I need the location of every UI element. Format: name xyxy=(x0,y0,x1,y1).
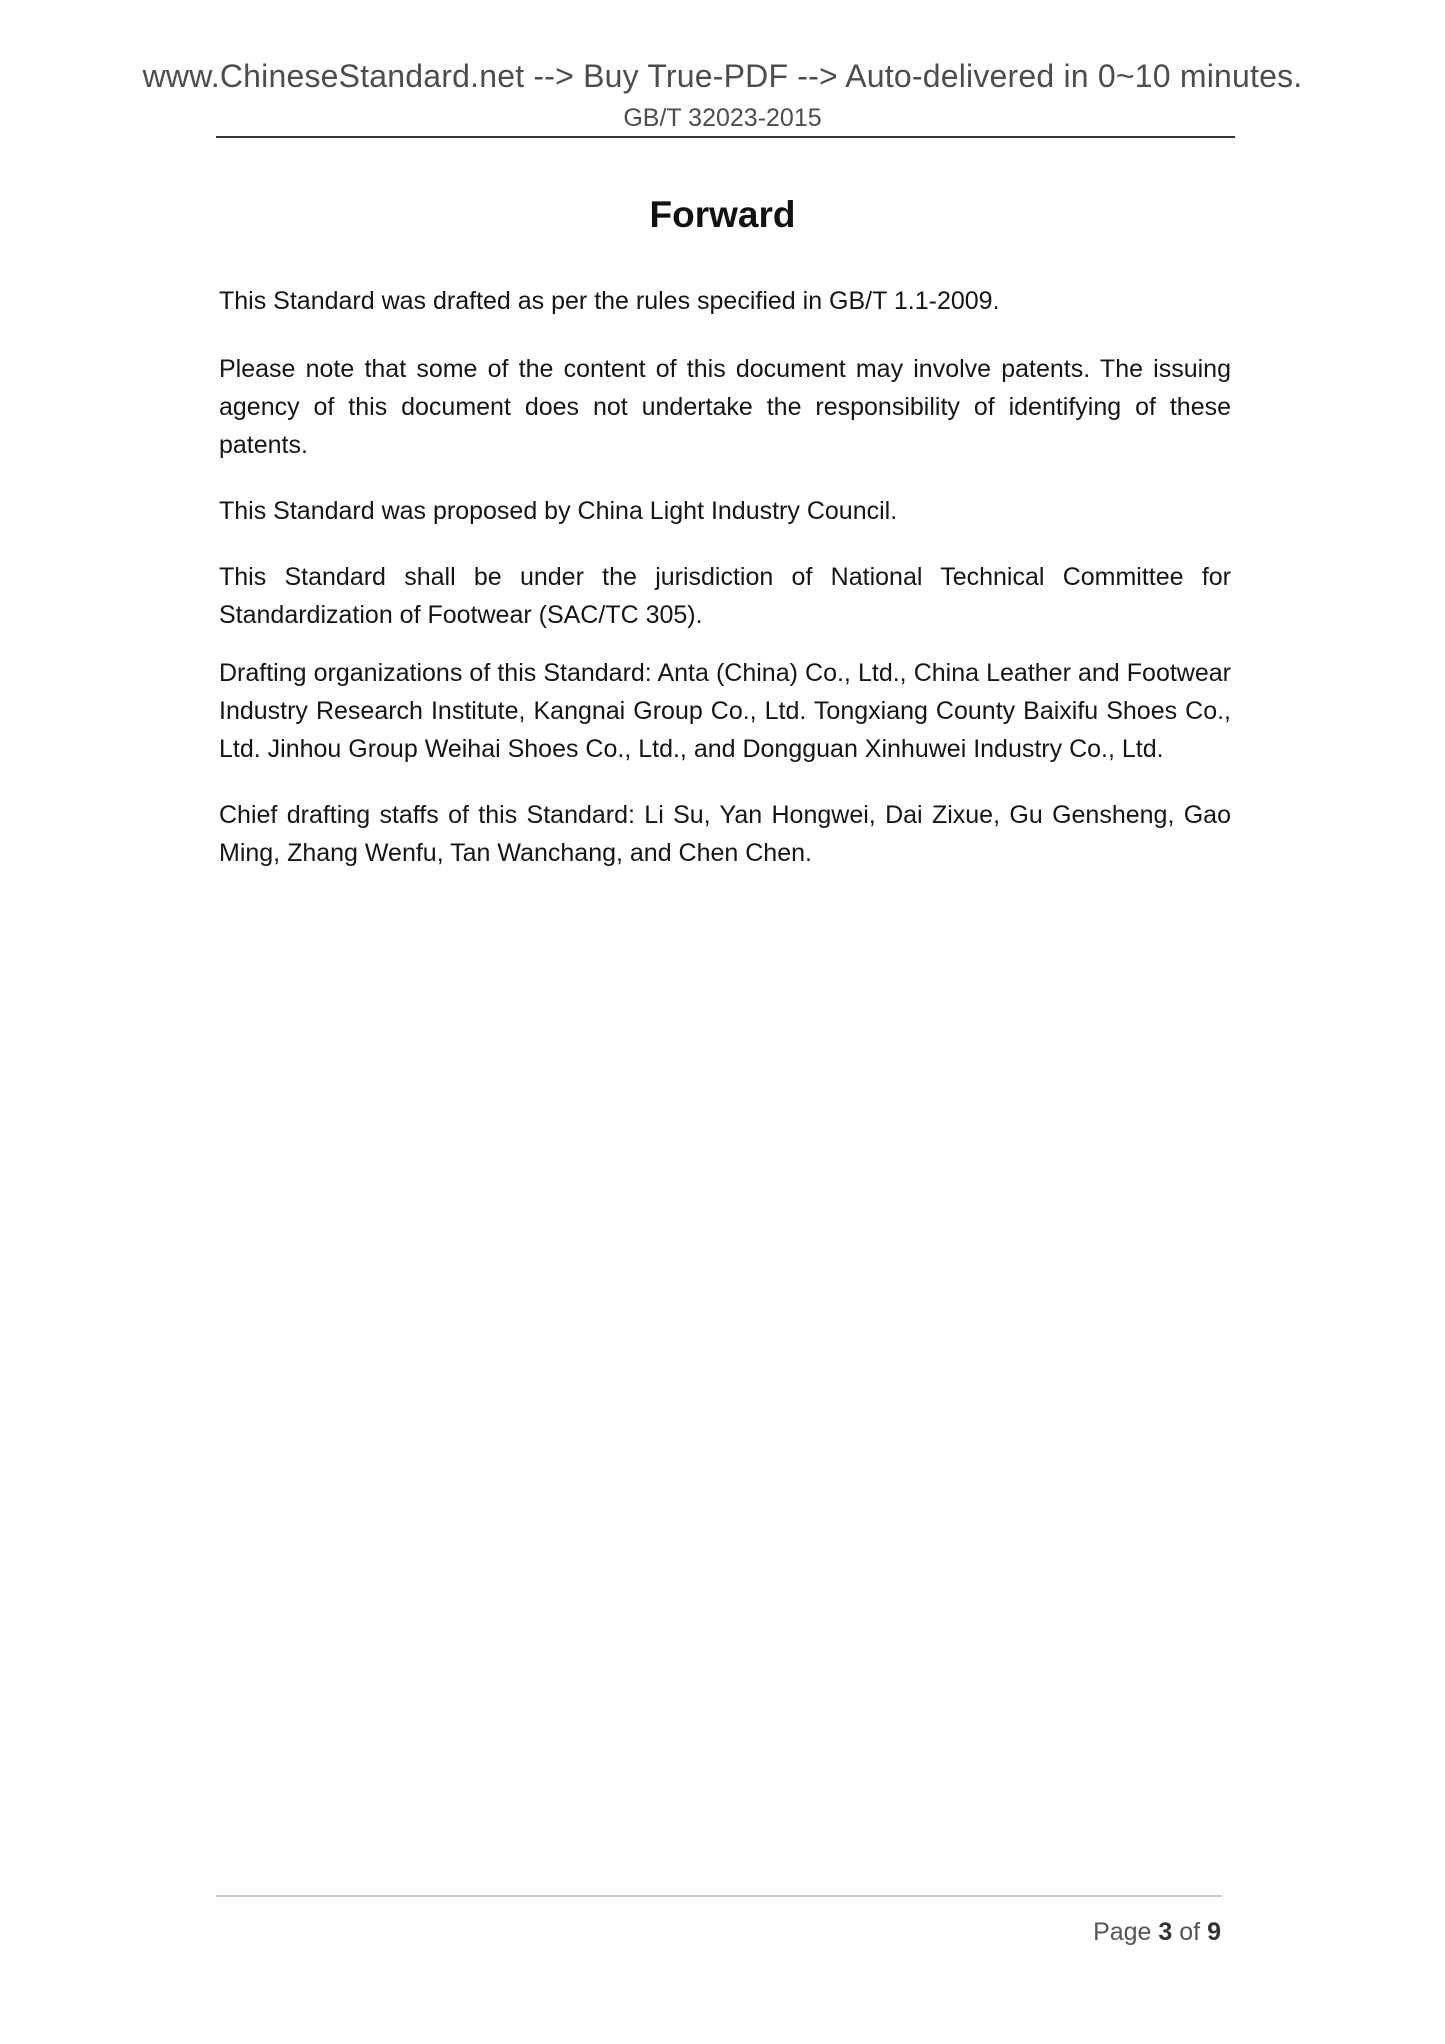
total-pages: 9 xyxy=(1207,1918,1221,1946)
header-divider xyxy=(216,136,1235,138)
page-title: Forward xyxy=(649,194,796,235)
document-body xyxy=(219,282,1231,900)
footer-divider xyxy=(216,1895,1222,1897)
page-word: Page xyxy=(1093,1918,1152,1946)
page-number xyxy=(1093,1918,1221,1947)
standard-code: GB/T 32023-2015 xyxy=(623,104,822,132)
paragraph-proposed-by: This Standard was proposed by China Light Industry Council. xyxy=(219,497,898,525)
paragraph-jurisdiction: This Standard shall be under the jurisdiction of National Technical Committee for Standardization of Footwear (SAC/TC 305). xyxy=(219,563,1231,629)
current-page: 3 xyxy=(1158,1918,1173,1946)
source-banner: www.ChineseStandard.net --> Buy True-PDF --> Auto-delivered in 0~10 minutes. xyxy=(142,58,1303,94)
paragraph-drafting-staff: Chief drafting staffs of this Standard: Li Su, Yan Hongwei, Dai Zixue, Gu Gensheng, Gao Ming, Zhang Wenfu, Tan Wanchang, and Chen Chen. xyxy=(219,801,1231,867)
paragraph-drafting-rules: This Standard was drafted as per the rules specified in GB/T 1.1-2009. xyxy=(219,287,1000,315)
paragraph-drafting-organizations: Drafting organizations of this Standard: Anta (China) Co., Ltd., China Leather and Footwear Industry Research Institute, Kangnai Group Co., Ltd. Tongxiang County Baixifu Shoes Co., Ltd. Jinhou Group Weihai Shoes Co., Ltd., and Dongguan Xinhuwei Industry Co., Ltd. xyxy=(219,659,1231,763)
paragraph-patent-notice: Please note that some of the content of this document may involve patents. The issuing agency of this document does not undertake the responsibility of identifying of these patents. xyxy=(219,355,1231,459)
of-word: of xyxy=(1179,1918,1201,1946)
